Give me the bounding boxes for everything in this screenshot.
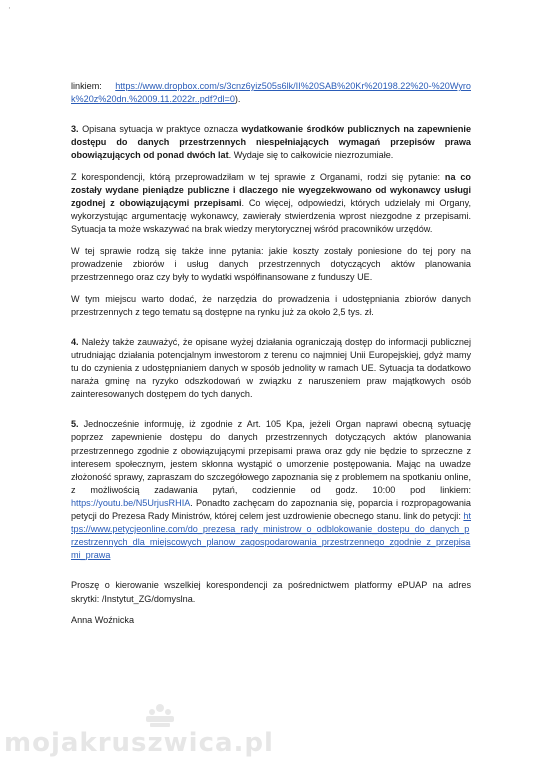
corner-mark: · bbox=[8, 4, 11, 14]
point-5-text-2: . Ponadto zachęcam do zapoznania się, poparcia i rozpropagowania petycji do Prezesa Rady Ministrów, której celem jest uzdrowienie obecnego stanu. link do petycji: bbox=[71, 497, 471, 522]
correspondence-text-2: . Co więcej, odpowiedzi, których udzielały mi Organy, wykorzystując argumentację wykonawcy, zawierały stwierdzenia wprost niezgodne z przepisami. Sytuacja ta może wskazywać na brak wiedzy merytorycznej wśród pracowników urzędów. bbox=[71, 198, 471, 235]
link-label: linkiem: bbox=[71, 81, 102, 91]
point-3-text-2: . Wydaje się to całkowicie niezrozumiałe. bbox=[228, 150, 394, 161]
point-5-text-1: Jednocześnie informuję, iż zgodnie z Art. 105 Kpa, jeżeli Organ naprawi obecną sytuację poprzez zapewnienie dostępu do danych przestrzennych dotyczących aktów planowania przestrzennego zgodnie z obowiązującymi przepisami prawa oraz gdy nie będzie to sprzeczne z interesem społecznym, jestem skłonna wystąpić o umorzenie postępowania. Mając na uwadze złożoność sprawy, zapraszam do szczegółowego zapoznania się z problemem na spotkaniu online, z możliwością zadawania pytań, codziennie od godz. 10:00 pod linkiem: bbox=[71, 419, 471, 495]
tools-paragraph: W tym miejscu warto dodać, że narzędzia do prowadzenia i udostępniania zbiorów danych przestrzennych z tego tematu są dostępne na rynku już za około 2,5 tys. zł. bbox=[71, 293, 471, 317]
link-after: ). bbox=[234, 94, 241, 105]
point-3-number: 3. bbox=[71, 124, 79, 135]
signature: Anna Woźnicka bbox=[71, 615, 135, 626]
dropbox-link[interactable]: https://www.dropbox.com/s/3cnz6yiz505s6lk/II%20SAB%20Kr%20198.22%20-%20Wyrok%20z%20dn.%2009.11.2022r..pdf?dl=0 bbox=[71, 81, 471, 105]
watermark-text: mojakruszwica.pl bbox=[4, 728, 274, 758]
document-body bbox=[71, 80, 471, 636]
youtube-link[interactable]: https://youtu.be/N5UrjusRHIA bbox=[71, 497, 191, 508]
correspondence-paragraph bbox=[71, 171, 471, 236]
point-3-text-1: Opisana sytuacja w praktyce oznacza bbox=[82, 124, 238, 135]
epuap-paragraph: Proszę o kierowanie wszelkiej korespondencji za pośrednictwem platformy ePUAP na adres skrytki: /Instytut_ZG/domyslna. bbox=[71, 580, 471, 604]
point-5-number: 5. bbox=[71, 419, 79, 430]
point-5-paragraph bbox=[71, 418, 471, 562]
petition-link[interactable]: https://www.petycjeonline.com/do_prezesa_rady_ministrow_o_odblokowanie_dostepu_do_danych_przestrzennych_dla_miejscowych_planow_zagospodarowania_przestrzennego_zgodnie_z_przepisami_prawa bbox=[71, 511, 471, 561]
correspondence-text-1: Z korespondencji, którą przeprowadziłam w tej sprawie z Organami, rodzi się pytanie: bbox=[71, 171, 441, 182]
questions-paragraph: W tej sprawie rodzą się także inne pytania: jakie koszty zostały poniesione do tej pory na prowadzenie zbiorów i usług danych przestrzennych dotyczących aktów planowania przestrzennego oraz czy były to wydatki współfinansowane z funduszy UE. bbox=[71, 245, 471, 283]
point-3-paragraph bbox=[71, 123, 471, 162]
correspondence-bold: na co zostały wydane pieniądze publiczne i dlaczego nie wyegzekwowano od wykonawcy usługi zgodnej z obowiązującymi przepisami bbox=[71, 171, 471, 209]
watermark-emblem-icon bbox=[140, 700, 180, 730]
point-4-paragraph bbox=[71, 336, 471, 401]
point-4-number: 4. bbox=[71, 336, 79, 347]
point-4-text: Należy także zauważyć, że opisane wyżej działania ograniczają dostęp do informacji publicznej utrudniając działania potencjalnym inwestorom z terenu co najmniej Unii Europejskiej, gdyż mamy tu do czynienia z udostępnianiem danych w sposób jednolity w ramach UE. Sytuacja ta dodatkowo naraża gminę na ryzyko odszkodowań w związku z naruszeniem praw majątkowych osób zainteresowanych dostępem do tych danych. bbox=[71, 336, 471, 400]
point-3-bold: wydatkowanie środków publicznych na zapewnienie dostępu do danych przestrzennych niespełniających wymagań przepisów prawa obowiązujących od ponad dwóch lat bbox=[71, 124, 472, 161]
link-paragraph bbox=[71, 80, 471, 106]
